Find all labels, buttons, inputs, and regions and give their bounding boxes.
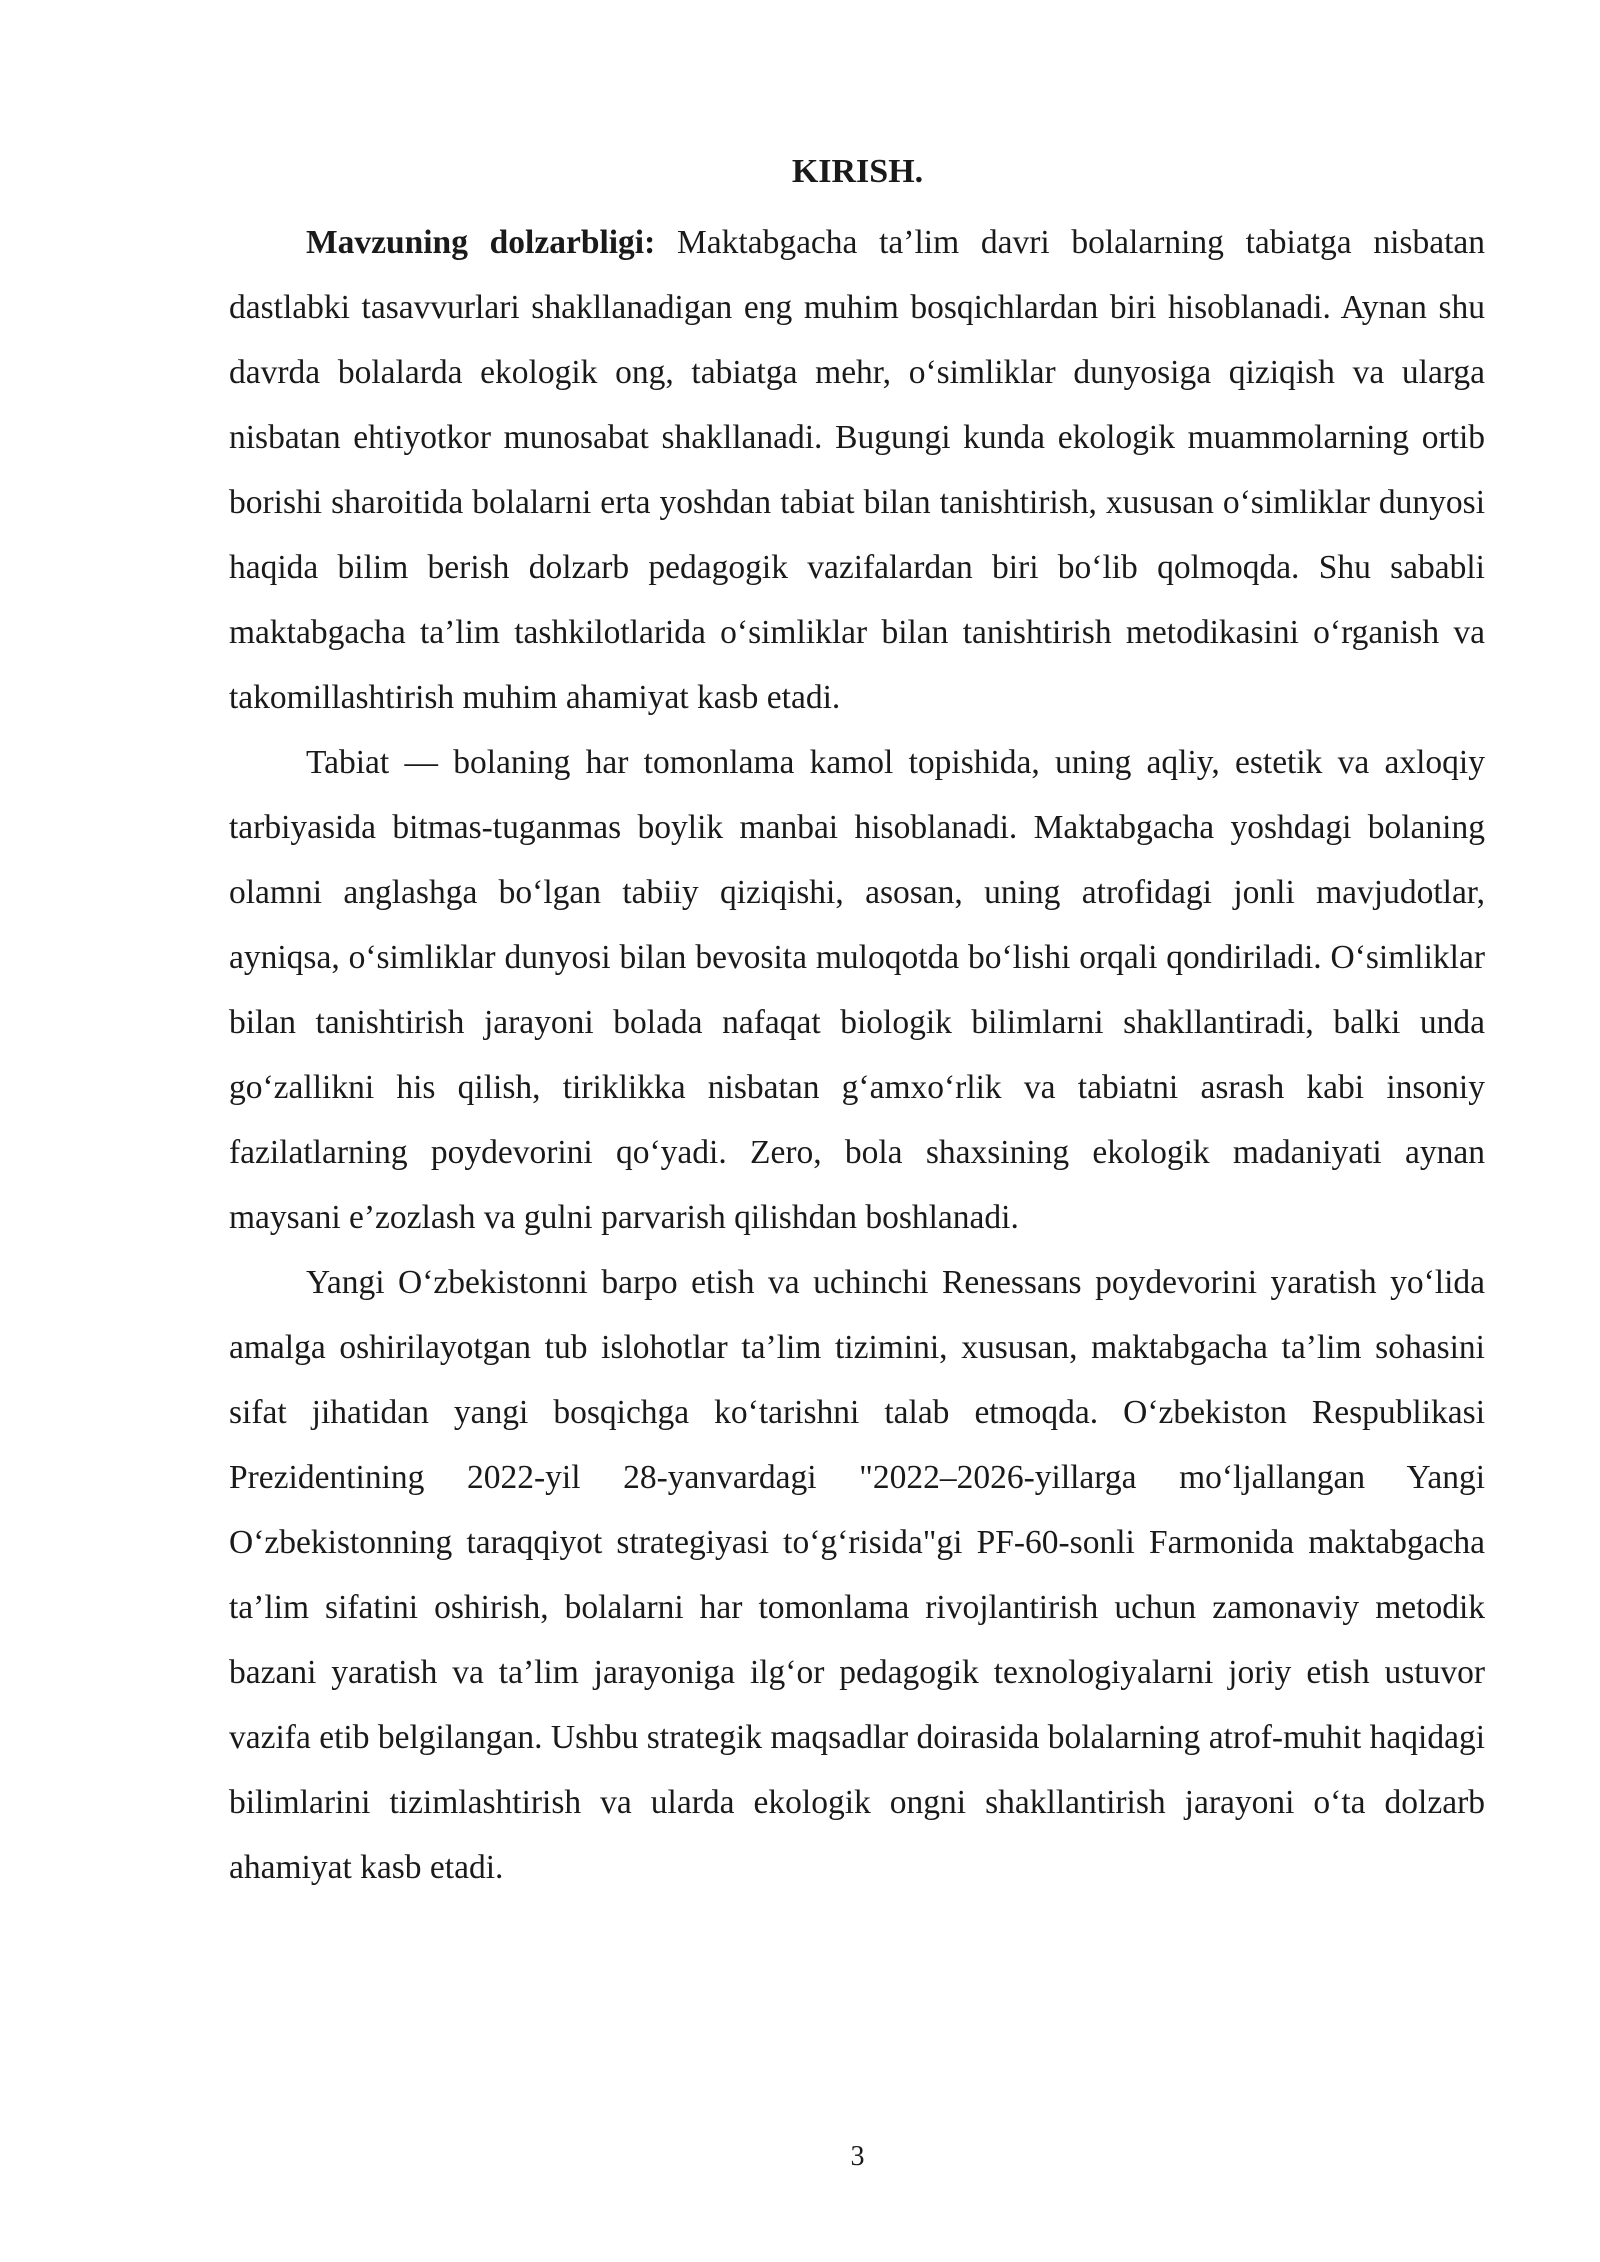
paragraph-text: Yangi O‘zbekistonni barpo etish va uchinchi Renessans poydevorini yaratish yo‘lida amalga oshirilayotgan tub islohotlar ta’lim tizimini, xususan, maktabgacha ta’lim sohasini sifat jihatidan yangi bosqichga ko‘tarishni talab etmoqda. O‘zbekiston Respublikasi Prezidentining 2022-yil 28-yanvardagi "2022–2026-yillarga mo‘ljallangan Yangi O‘zbekistonning taraqqiyot strategiyasi to‘g‘risida"gi PF-60-sonli Farmonida maktabgacha ta’lim sifatini oshirish, bolalarni har tomonlama rivojlantirish uchun zamonaviy metodik bazani yaratish va ta’lim jarayoniga ilg‘or pedagogik texnologiyalarni joriy etish ustuvor vazifa etib belgilangan. Ushbu strategik maqsadlar doirasida bolalarning atrof-muhit haqidagi bilimlarini tizimlashtirish va ularda ekologik ongni shakllantirish jarayoni o‘ta dolzarb ahamiyat kasb etadi.	[229, 1264, 1485, 1886]
body-text	[229, 210, 1485, 1900]
paragraph-lead: Mavzuning dolzarbligi:	[306, 224, 656, 261]
paragraph-relevance	[229, 210, 1485, 730]
paragraph-reforms	[229, 1250, 1485, 1900]
paragraph-nature	[229, 730, 1485, 1250]
paragraph-text: Tabiat — bolaning har tomonlama kamol topishida, uning aqliy, estetik va axloqiy tarbiyasida bitmas-tuganmas boylik manbai hisoblanadi. Maktabgacha yoshdagi bolaning olamni anglashga bo‘lgan tabiiy qiziqishi, asosan, uning atrofidagi jonli mavjudotlar, ayniqsa, o‘simliklar dunyosi bilan bevosita muloqotda bo‘lishi orqali qondiriladi. O‘simliklar bilan tanishtirish jarayoni bolada nafaqat biologik bilimlarni shakllantiradi, balki unda go‘zallikni his qilish, tiriklikka nisbatan g‘amxo‘rlik va tabiatni asrash kabi insoniy fazilatlarning poydevorini qo‘yadi. Zero, bola shaxsining ekologik madaniyati aynan maysani e’zozlash va gulni parvarish qilishdan boshlanadi.	[229, 744, 1485, 1236]
paragraph-text: Maktabgacha ta’lim davri bolalarning tabiatga nisbatan dastlabki tasavvurlari shakllanadigan eng muhim bosqichlardan biri hisoblanadi. Aynan shu davrda bolalarda ekologik ong, tabiatga mehr, o‘simliklar dunyosiga qiziqish va ularga nisbatan ehtiyotkor munosabat shakllanadi. Bugungi kunda ekologik muammolarning ortib borishi sharoitida bolalarni erta yoshdan tabiat bilan tanishtirish, xususan o‘simliklar dunyosi haqida bilim berish dolzarb pedagogik vazifalardan biri bo‘lib qolmoqda. Shu sababli maktabgacha ta’lim tashkilotlarida o‘simliklar bilan tanishtirish metodikasini o‘rganish va takomillashtirish muhim ahamiyat kasb etadi.	[229, 224, 1485, 716]
page-number: 3	[850, 2141, 865, 2172]
section-heading: KIRISH.	[791, 153, 924, 190]
